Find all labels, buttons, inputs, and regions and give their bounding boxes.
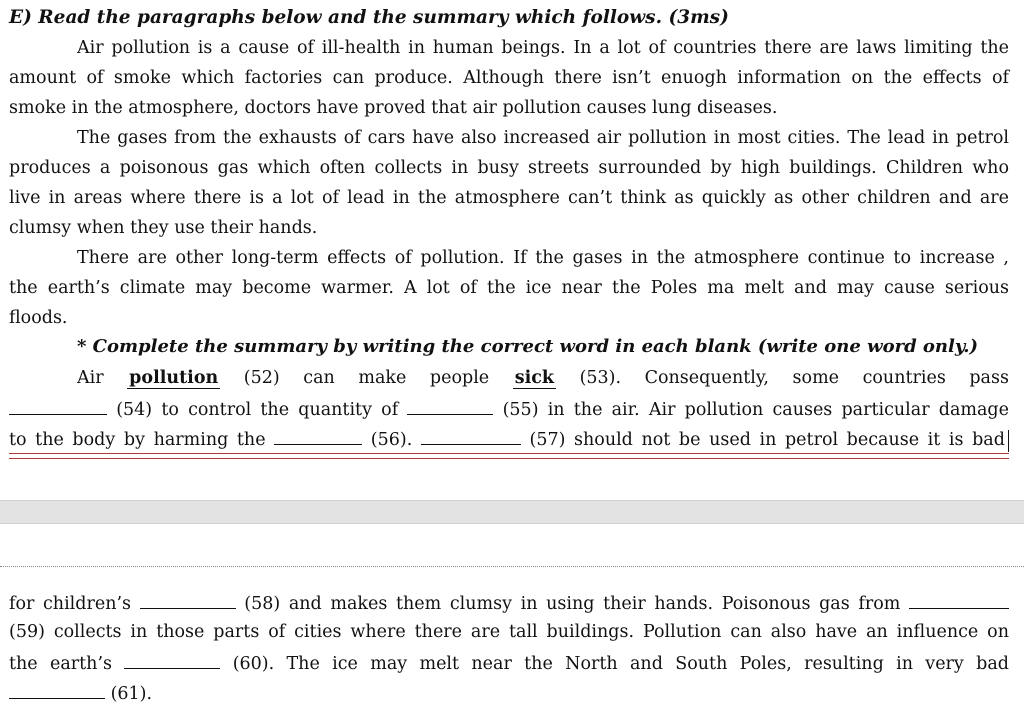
summary-text: (54) to control the quantity of: [116, 400, 399, 420]
paragraph-1-line-3: smoke in the atmosphere, doctors have proved that air pollution causes lung diseases.: [9, 98, 778, 118]
page-gap: [0, 462, 1024, 500]
summary-text: (60). The ice may melt near the North and South Poles, resulting in very bad: [232, 654, 1009, 674]
summary-text: for children’s: [9, 594, 132, 614]
summary-text: (53). Consequently, some countries pass: [579, 368, 1009, 388]
summary-line-5: (59) collects in those parts of cities where there are tall buildings. Pollution can also have an influence on: [9, 622, 1009, 642]
blank-57[interactable]: [421, 426, 521, 445]
paragraph-3-line-2: the earth’s climate may become warmer. A lot of the ice near the Poles ma melt and may cause serious: [9, 278, 1009, 298]
summary-line-6: [9, 650, 1009, 674]
summary-line-3: [9, 426, 1009, 450]
paragraph-2-line-2: produces a poisonous gas which often collects in busy streets surrounded by high buildings. Children who: [9, 158, 1009, 178]
summary-text: (55) in the air. Air pollution causes particular damage: [502, 400, 1009, 420]
blank-54[interactable]: [9, 396, 107, 415]
summary-line-2: [9, 396, 1009, 420]
summary-word: Air: [77, 368, 104, 388]
summary-line-7: [9, 680, 1009, 704]
blank-60[interactable]: [124, 650, 220, 669]
summary-line-1: [77, 366, 1009, 390]
page-break-band: [0, 500, 1024, 524]
summary-text: (52) can make people: [243, 368, 490, 388]
answer-52[interactable]: pollution: [129, 368, 219, 388]
paragraph-3-line-1: There are other long-term effects of pollution. If the gases in the atmosphere continue to increase ,: [77, 248, 1009, 268]
paragraph-2-line-1: The gases from the exhausts of cars have also increased air pollution in most cities. The lead in petrol: [77, 128, 1009, 148]
summary-text: the earth’s: [9, 654, 112, 674]
summary-text: (56).: [370, 430, 413, 450]
answer-53[interactable]: sick: [514, 368, 554, 388]
paragraph-1-line-1: Air pollution is a cause of ill-health in human beings. In a lot of countries there are laws limiting the: [77, 38, 1009, 58]
instruction: * Complete the summary by writing the correct word in each blank (write one word only.): [77, 336, 979, 357]
blank-58[interactable]: [140, 590, 236, 609]
blank-55[interactable]: [407, 396, 493, 415]
paragraph-1-line-2: amount of smoke which factories can produce. Although there isn’t enuogh information on the effects of: [9, 68, 1009, 88]
paragraph-2-line-4: clumsy when they use their hands.: [9, 218, 318, 238]
summary-text: (61).: [110, 684, 153, 704]
summary-text: (57) should not be used in petrol because it is bad: [529, 430, 1005, 450]
spellcheck-underline: [9, 453, 1009, 459]
summary-text: to the body by harming the: [9, 430, 266, 450]
summary-text: (58) and makes them clumsy in using their hands. Poisonous gas from: [244, 594, 901, 614]
blank-61[interactable]: [9, 680, 105, 699]
summary-line-4: [9, 590, 1009, 614]
page-break-dotted-line: [0, 566, 1024, 567]
paragraph-3-line-3: floods.: [9, 308, 68, 328]
exercise-title: E) Read the paragraphs below and the summary which follows. (3ms): [9, 7, 729, 28]
paragraph-2-line-3: live in areas where there is a lot of lead in the atmosphere can’t think as quickly as other children and are: [9, 188, 1009, 208]
blank-56[interactable]: [274, 426, 362, 445]
blank-59[interactable]: [909, 590, 1009, 609]
text-cursor: [1008, 430, 1009, 452]
